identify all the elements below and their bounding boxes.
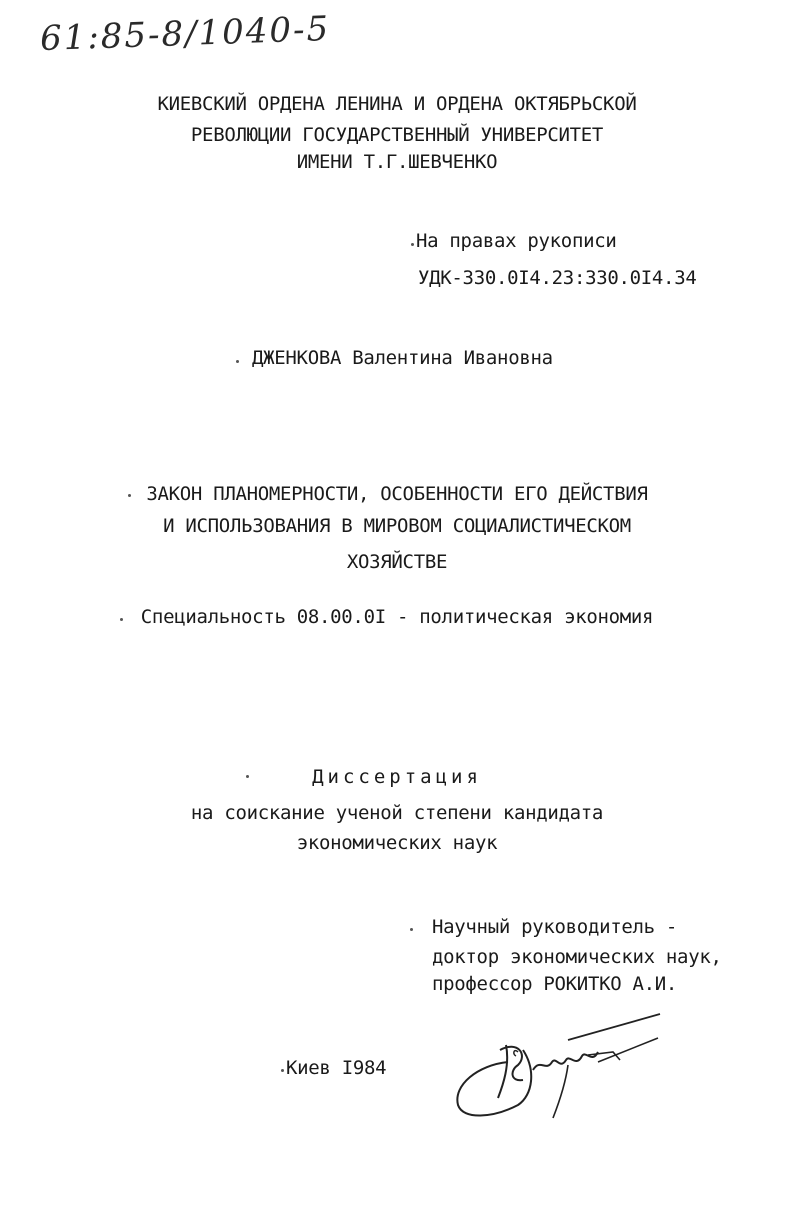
author-name: ДЖЕНКОВА Валентина Ивановна	[252, 347, 553, 369]
place-year: Киев I984	[286, 1057, 387, 1079]
dissertation-heading: Диссертация	[312, 766, 482, 788]
title-line-2: И ИСПОЛЬЗОВАНИЯ В МИРОВОМ СОЦИАЛИСТИЧЕСКОМ	[163, 515, 631, 537]
dissertation-degree: на соискание ученой степени кандидата	[190, 802, 604, 824]
scan-speck	[120, 618, 123, 621]
dissertation-field: экономических наук	[296, 832, 498, 854]
scan-speck	[411, 243, 414, 246]
advisor-degree: доктор экономических наук,	[432, 946, 722, 968]
manuscript-rights: На правах рукописи	[416, 230, 617, 252]
university-line-2: РЕВОЛЮЦИИ ГОСУДАРСТВЕННЫЙ УНИВЕРСИТЕТ	[190, 124, 604, 146]
scan-speck	[281, 1069, 284, 1072]
specialty: Специальность 08.00.0I - политическая экономия	[140, 606, 654, 628]
scan-speck	[410, 928, 413, 931]
university-line-3: ИМЕНИ Т.Г.ШЕВЧЕНКО	[296, 151, 498, 173]
archive-code-handwritten: 61:85-8/1040-5	[39, 8, 331, 60]
udk-code: УДК-330.0I4.23:330.0I4.34	[418, 267, 697, 289]
title-line-3: ХОЗЯЙСТВЕ	[346, 551, 448, 573]
scan-speck	[128, 494, 131, 497]
signature-image	[448, 1010, 673, 1122]
advisor-name: профессор РОКИТКО А.И.	[432, 973, 678, 995]
title-line-1: ЗАКОН ПЛАНОМЕРНОСТИ, ОСОБЕННОСТИ ЕГО ДЕЙСТВИЯ	[146, 483, 648, 505]
university-line-1: КИЕВСКИЙ ОРДЕНА ЛЕНИНА И ОРДЕНА ОКТЯБРЬСКОЙ	[157, 93, 637, 115]
scan-speck	[246, 775, 249, 778]
scan-speck	[236, 360, 239, 363]
advisor-title: Научный руководитель -	[432, 916, 678, 938]
